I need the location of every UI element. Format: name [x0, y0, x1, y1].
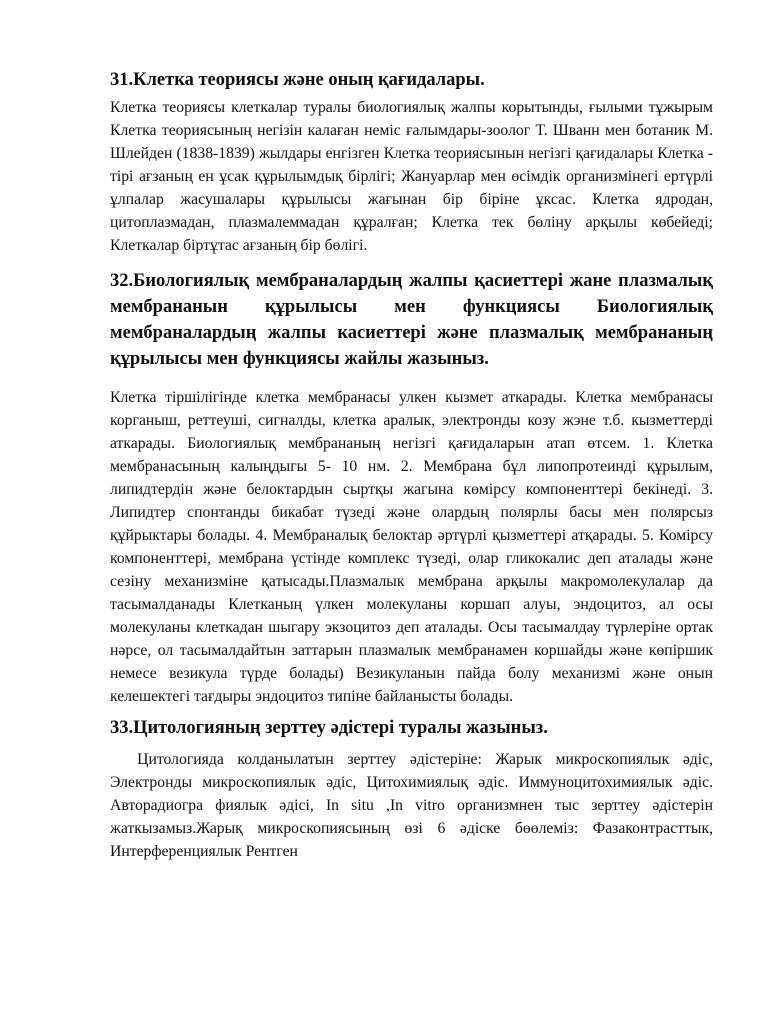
section-body-33: Цитологияда колданылатын зерттеу әдістеріне: Жарык микроскопиялык әдіс, Электронды микроскопиялык әдіс, Цитохимиялық әдіс. Иммуноцитохимиялык әдіс. Авторадиогра фиялык әдісі, In situ ,In vitro организмнен тыс зерттеу әдістерін жаткызамыз.Жарық микроскопиясының өзі 6 әдіске бөөлеміз: Фазаконтрасттык, Интерференциялык Рентген	[110, 751, 717, 860]
section-heading-32: 32.Биологиялық мембраналардың жалпы қасиеттері жане плазмалық мембрананын құрылысы мен функциясы Биологиялық мембраналардың жалпы касиеттері және плазмалық мембрананың құрылысы мен функциясы жайлы жазыныз.	[110, 271, 713, 369]
section-body-31: Клетка теориясы клеткалар туралы биологиялық жалпы корытынды, ғылыми тұжырым Клетка теориясының негізін калаған неміс ғалымдары-зоолог Т. Шванн мен ботаник М. Шлейден (1838-1839) жылдары енгізген Клетка теориясынын негізгі қағидалары Клетка - тірі ағзаның ен ұсак құрылымдық бірлігі; Жануарлар мен өсімдік организмінегі ертүрлі ұлпалар жасушалары құрылысы жағынан бір біріне ұксас. Клетка ядродан, цитоплазмадан, плазмалеммадан құралған; Клетка тек бөліну арқылы көбейеді; Клеткалар біртұтас ағзаның бір бөлігі.	[110, 99, 713, 254]
section-heading-33: 33.Цитологияның зерттеу әдістері туралы жазыныз.	[110, 718, 548, 738]
section-body-32: Клетка тіршілігінде клетка мембранасы улкен кызмет аткарады. Клетка мембранасы корганыш, реттеуші, сигналды, клетка аралык, электронды козу жэне т.б. кызметтерді аткарады. Биологиялық мембрананың негізгі қағидаларын атап өтсем. 1. Клетка мембранасының калыңдыгы 5- 10 нм. 2. Мембрана бұл липопротеинді құрылым, липидтердін және белоктардын сыртқы жагына көмірсу компоненттері бекінеді. 3. Липидтер спонтанды бикабат түзеді және олардың полярлы басы мен полярсыз құйрыктары болады. 4. Мембраналық белоктар әртүрлі қызметтері атқарады. 5. Комірсу компоненттері, мембрана үстінде комплекс түзеді, олар гликокалис деп аталады және сезіну механизміне қатысады.Плазмалык мембрана арқылы макромолекулалар да тасымалданады Клетканың үлкен молекуланы коршап алуы, эндоцитоз, ал осы молекуланы клеткадан шыгару экзоцитоз деп аталады. Осы тасымалдау түрлеріне ортак нәрсе, ол тасымалдайтын заттарын плазмалык мембранамен коршайды және көпіршик немесе везикула түрде болады) Везикуланын пайда болу механизмі және онын келешектегі тағдыры эндоцитоз типіне байланысты болады.	[110, 389, 713, 705]
section-heading-31: 31.Клетка теориясы және оның қағидалары.	[110, 70, 485, 90]
document-page	[110, 68, 717, 863]
